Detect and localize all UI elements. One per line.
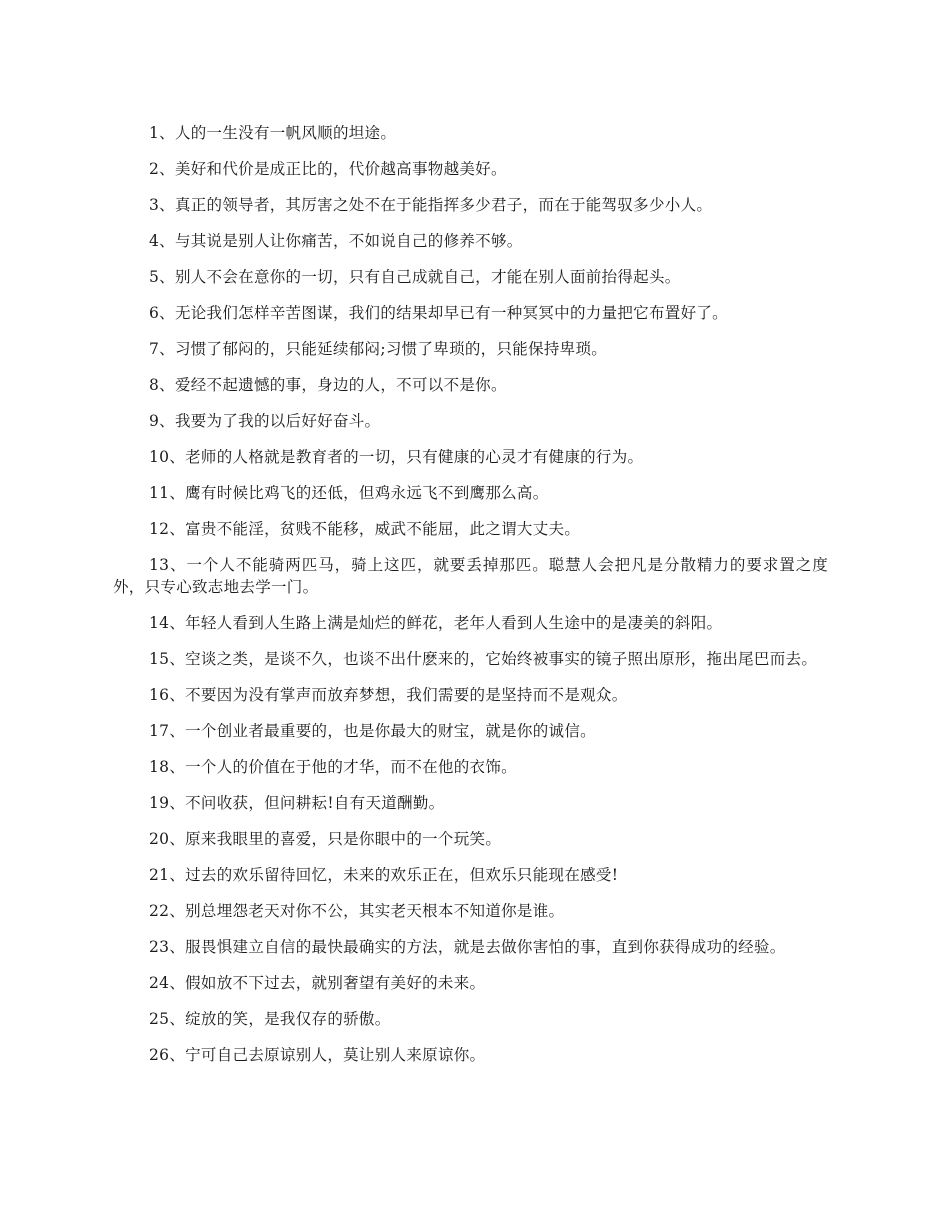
paragraph-19: 19、不问收获，但问耕耘!自有天道酬勤。 — [149, 794, 445, 812]
paragraph-12: 12、富贵不能淫，贫贱不能移，威武不能屈，此之谓大丈夫。 — [149, 520, 581, 538]
paragraph-2: 2、美好和代价是成正比的，代价越高事物越美好。 — [149, 160, 507, 178]
paragraph-26: 26、宁可自己去原谅别人，莫让别人来原谅你。 — [149, 1046, 486, 1064]
paragraph-9: 9、我要为了我的以后好好奋斗。 — [149, 412, 381, 430]
paragraph-13: 13、一个人不能骑两匹马，骑上这匹，就要丢掉那匹。聪慧人会把凡是分散精力的要求置之度外，只专心致志地去学一门。 — [113, 556, 828, 596]
paragraph-17: 17、一个创业者最重要的，也是你最大的财宝，就是你的诚信。 — [149, 722, 596, 740]
paragraph-24: 24、假如放不下过去，就别奢望有美好的未来。 — [149, 974, 486, 992]
paragraph-18: 18、一个人的价值在于他的才华，而不在他的衣饰。 — [149, 758, 517, 776]
paragraph-15: 15、空谈之类，是谈不久，也谈不出什麽来的，它始终被事实的镜子照出原形，拖出尾巴而去。 — [149, 650, 818, 668]
paragraph-4: 4、与其说是别人让你痛苦，不如说自己的修养不够。 — [149, 232, 523, 250]
paragraph-1: 1、人的一生没有一帆风顺的坦途。 — [149, 124, 397, 142]
paragraph-5: 5、别人不会在意你的一切，只有自己成就自己，才能在别人面前抬得起头。 — [149, 268, 681, 286]
paragraph-21: 21、过去的欢乐留待回忆，未来的欢乐正在，但欢乐只能现在感受! — [149, 866, 619, 884]
paragraph-10: 10、老师的人格就是教育者的一切，只有健康的心灵才有健康的行为。 — [149, 448, 644, 466]
paragraph-20: 20、原来我眼里的喜爱，只是你眼中的一个玩笑。 — [149, 830, 502, 848]
paragraph-3: 3、真正的领导者，其厉害之处不在于能指挥多少君子，而在于能驾驭多少小人。 — [149, 196, 713, 214]
paragraph-25: 25、绽放的笑，是我仅存的骄傲。 — [149, 1010, 391, 1028]
paragraph-7: 7、习惯了郁闷的，只能延续郁闷;习惯了卑琐的，只能保持卑琐。 — [149, 340, 608, 358]
paragraph-14: 14、年轻人看到人生路上满是灿烂的鲜花，老年人看到人生途中的是凄美的斜阳。 — [149, 614, 723, 632]
paragraph-8: 8、爱经不起遗憾的事，身边的人，不可以不是你。 — [149, 376, 507, 394]
paragraph-22: 22、别总埋怨老天对你不公，其实老天根本不知道你是谁。 — [149, 902, 565, 920]
paragraph-6: 6、无论我们怎样辛苦图谋，我们的结果却早已有一种冥冥中的力量把它布置好了。 — [149, 304, 728, 322]
paragraph-23: 23、服畏惧建立自信的最快最确实的方法，就是去做你害怕的事，直到你获得成功的经验。 — [149, 938, 786, 956]
paragraph-16: 16、不要因为没有掌声而放弃梦想，我们需要的是坚持而不是观众。 — [149, 686, 628, 704]
document-body — [113, 122, 828, 1080]
paragraph-11: 11、鹰有时候比鸡飞的还低，但鸡永远飞不到鹰那么高。 — [149, 484, 549, 502]
